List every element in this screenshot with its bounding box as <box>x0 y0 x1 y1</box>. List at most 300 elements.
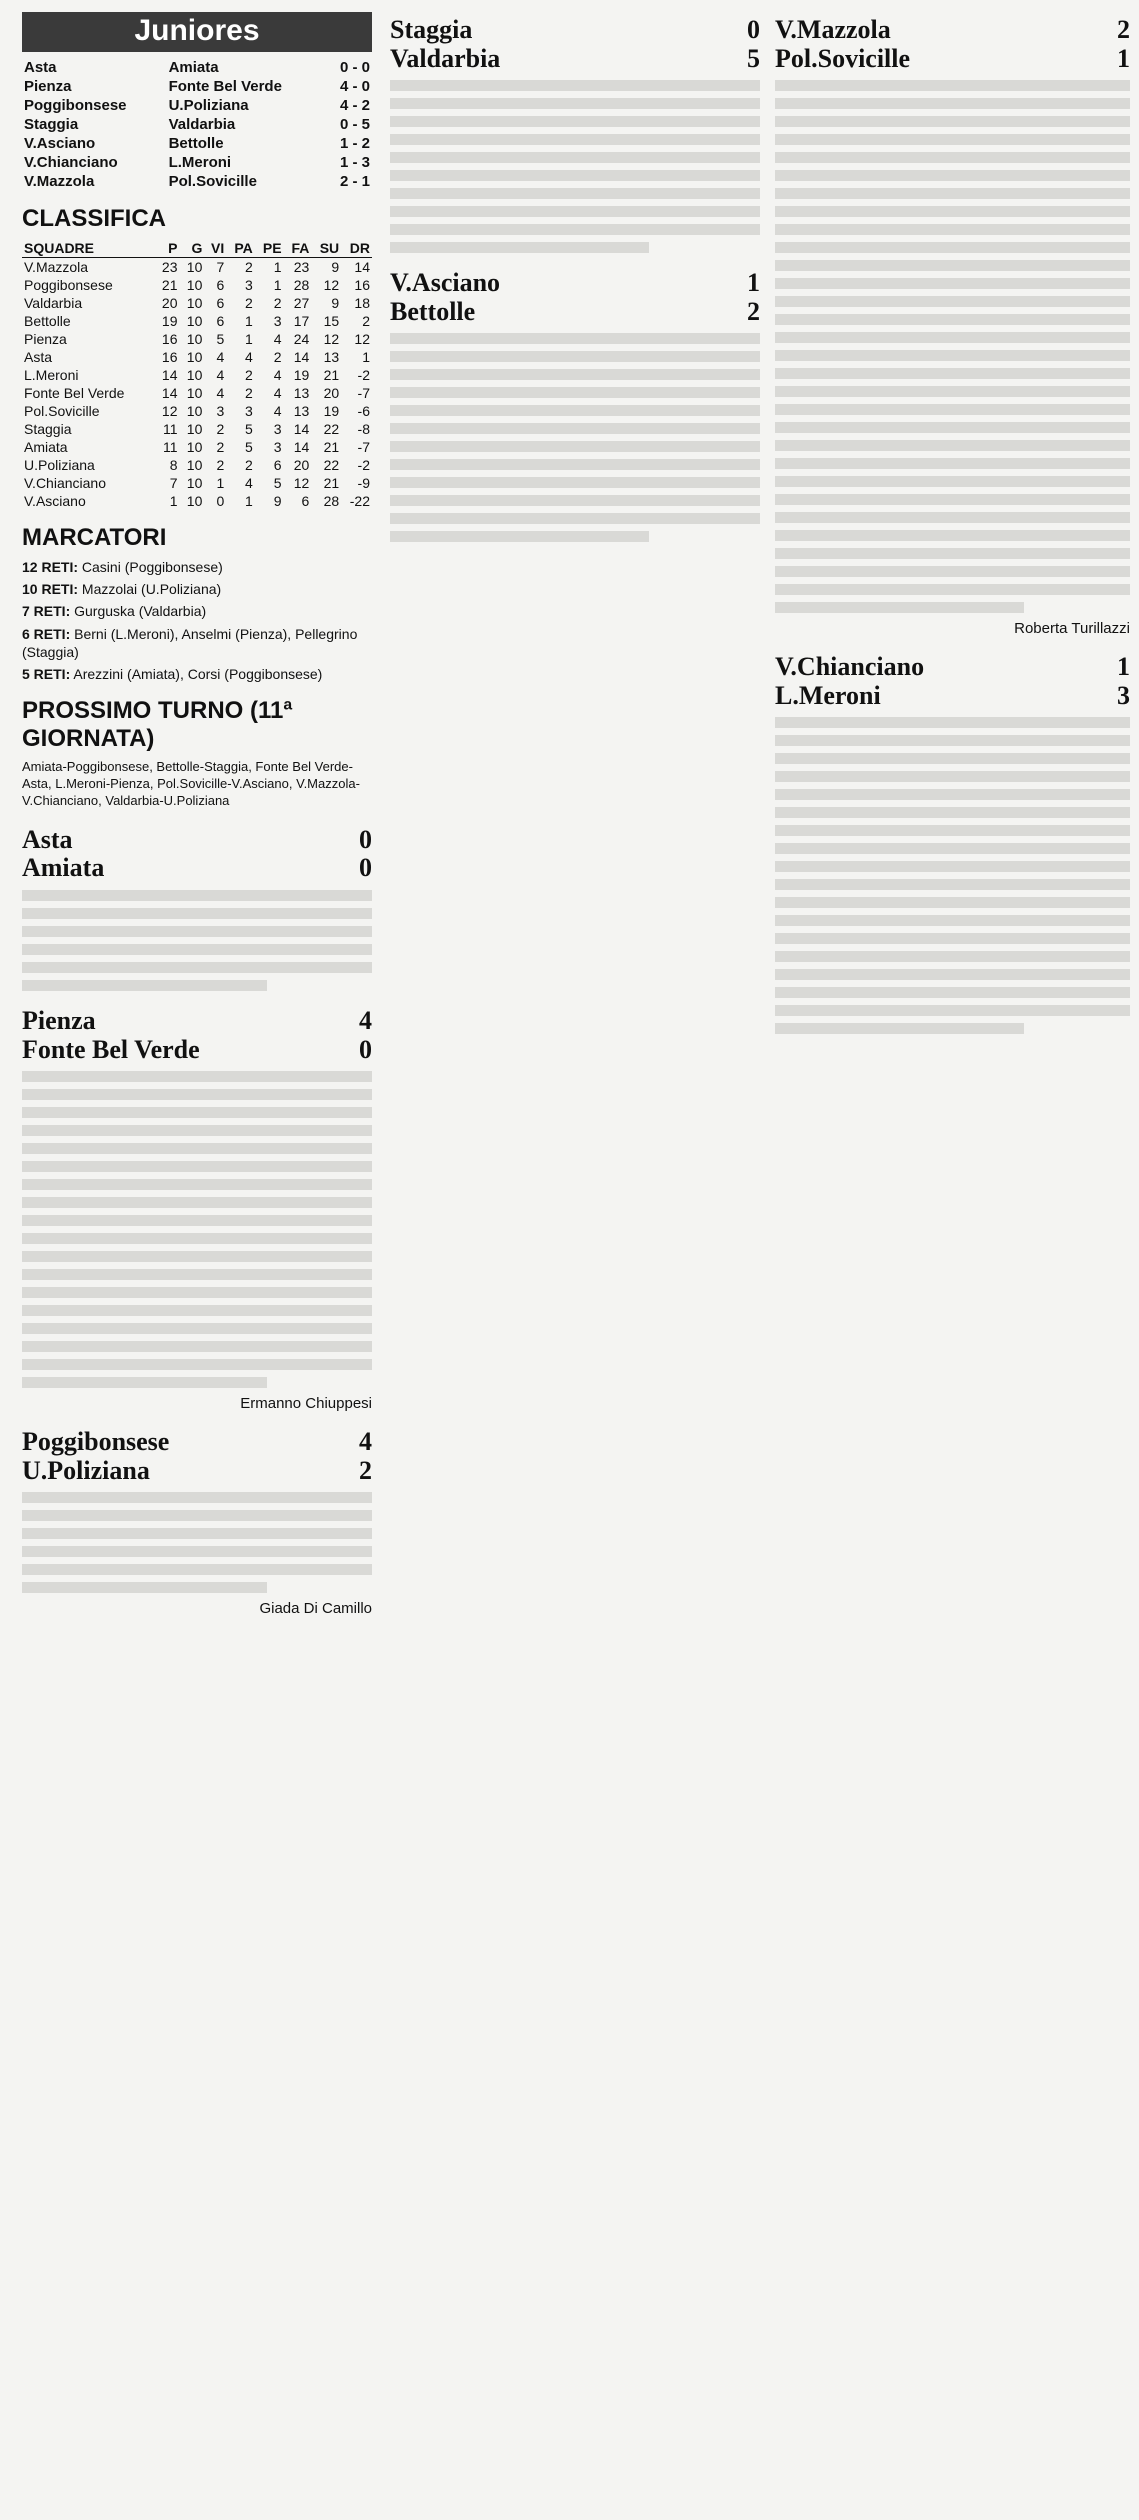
standings-cell: 12 <box>354 331 370 347</box>
text-line <box>775 224 1130 235</box>
match-report <box>22 1007 372 1412</box>
text-line <box>775 278 1130 289</box>
report-author: Roberta Turillazzi <box>1014 620 1130 638</box>
standings-table <box>22 239 372 510</box>
text-line <box>775 512 1130 523</box>
standings-header: PE <box>255 239 284 258</box>
match-team: Poggibonsese <box>22 1427 170 1457</box>
text-line <box>775 494 1130 505</box>
match-team: Amiata <box>22 853 105 883</box>
text-line <box>775 897 1130 908</box>
standings-cell: 19 <box>161 313 178 329</box>
standings-cell: 21 <box>323 367 340 383</box>
scorer-group <box>22 602 372 620</box>
text-line <box>390 531 649 542</box>
standings-cell: 6 <box>216 295 225 311</box>
result-away: Bettolle <box>168 135 224 152</box>
standings-cell: 10 <box>186 259 203 275</box>
text-line <box>775 933 1130 944</box>
scorer-names: Casini (Poggibonsese) <box>81 559 223 575</box>
standings-cell: Staggia <box>24 421 72 437</box>
standings-cell: 5 <box>244 439 253 455</box>
standings-cell: -2 <box>357 457 370 473</box>
standings-cell: 9 <box>273 493 282 509</box>
text-line <box>775 314 1130 325</box>
standings-row <box>22 312 372 330</box>
standings-row <box>22 384 372 402</box>
standings-cell: 6 <box>301 493 310 509</box>
standings-cell: 1 <box>169 493 178 509</box>
next-round-fixtures: Amiata-Poggibonsese, Bettolle-Staggia, Fonte Bel Verde-Asta, L.Meroni-Pienza, Pol.Sovicille-V.Asciano, V.Mazzola-V.Chianciano, Valdarbia-U.Poliziana <box>22 759 360 808</box>
column-right <box>775 0 1130 1041</box>
text-line <box>22 1287 372 1298</box>
standings-cell: 5 <box>273 475 282 491</box>
standings-row <box>22 474 372 492</box>
text-line <box>22 1377 267 1388</box>
standings-cell: 4 <box>273 367 282 383</box>
text-line <box>775 350 1130 361</box>
match-score: 2 <box>747 296 760 326</box>
text-line <box>22 1143 372 1154</box>
standings-cell: Bettolle <box>24 313 71 329</box>
text-line <box>775 260 1130 271</box>
standings-cell: 3 <box>273 421 282 437</box>
text-line <box>775 717 1130 728</box>
standings-cell: 21 <box>161 277 178 293</box>
standings-cell: 28 <box>323 493 340 509</box>
standings-cell: 14 <box>161 367 178 383</box>
report-body-placeholder <box>22 1071 372 1388</box>
match-score-line <box>390 16 760 45</box>
standings-cell: 1 <box>362 349 370 365</box>
standings-cell: 2 <box>273 295 282 311</box>
section-title: Juniores <box>22 12 372 52</box>
standings-cell: 14 <box>161 385 178 401</box>
text-line <box>775 440 1130 451</box>
match-score: 0 <box>747 15 760 44</box>
match-score: 1 <box>1117 652 1130 682</box>
standings-cell: 5 <box>244 421 253 437</box>
text-line <box>390 134 760 145</box>
standings-cell: 13 <box>293 403 310 419</box>
standings-cell: 9 <box>331 259 340 275</box>
standings-cell: Fonte Bel Verde <box>24 385 125 401</box>
standings-cell: 4 <box>216 385 225 401</box>
match-score: 4 <box>359 1427 372 1457</box>
standings-cell: 2 <box>244 295 253 311</box>
match-score: 1 <box>1117 43 1130 73</box>
standings-cell: 10 <box>186 403 203 419</box>
text-line <box>390 224 760 235</box>
text-line <box>775 566 1130 577</box>
result-score: 0 - 5 <box>339 116 370 133</box>
match-team: U.Poliziana <box>22 1455 150 1485</box>
standings-header: G <box>180 239 205 258</box>
text-line <box>390 405 760 416</box>
text-line <box>775 404 1130 415</box>
text-line <box>22 1233 372 1244</box>
match-report <box>775 653 1130 1034</box>
standings-row <box>22 294 372 312</box>
scorer-count: 10 RETI: <box>22 581 79 598</box>
report-body-placeholder <box>390 80 760 253</box>
standings-row <box>22 402 372 420</box>
standings-cell: 10 <box>186 475 203 491</box>
text-line <box>22 1582 267 1593</box>
standings-cell: 17 <box>293 313 310 329</box>
standings-cell: -22 <box>349 493 370 509</box>
text-line <box>775 170 1130 181</box>
text-line <box>22 908 372 919</box>
standings-row <box>22 456 372 474</box>
text-line <box>390 441 760 452</box>
text-line <box>390 459 760 470</box>
result-row <box>22 153 372 172</box>
scorer-names: Berni (L.Meroni), Anselmi (Pienza), Pellegrino (Staggia) <box>22 625 358 660</box>
standings-cell: V.Chianciano <box>24 475 106 491</box>
text-line <box>775 80 1130 91</box>
standings-cell: 16 <box>354 277 370 293</box>
match-team: Asta <box>22 824 73 854</box>
standings-cell: 4 <box>273 331 282 347</box>
standings-cell: 12 <box>323 277 340 293</box>
standings-cell: 20 <box>323 385 340 401</box>
standings-cell: 10 <box>186 367 203 383</box>
standings-cell: 14 <box>293 349 310 365</box>
match-report <box>390 16 760 253</box>
text-line <box>390 477 760 488</box>
standings-cell: 1 <box>273 259 282 275</box>
text-line <box>775 861 1130 872</box>
result-row <box>22 115 372 134</box>
standings-row <box>22 366 372 384</box>
report-body-placeholder <box>22 890 372 991</box>
standings-cell: 24 <box>293 331 310 347</box>
result-away: Pol.Sovicille <box>168 173 257 190</box>
text-line <box>775 753 1130 764</box>
standings-cell: 12 <box>161 403 178 419</box>
standings-cell: 4 <box>244 349 253 365</box>
report-body-placeholder <box>22 1492 372 1593</box>
match-score: 3 <box>1117 680 1130 710</box>
standings-cell: 11 <box>162 439 178 455</box>
match-team: V.Asciano <box>390 268 501 298</box>
text-line <box>22 890 372 901</box>
scorer-group <box>22 558 372 576</box>
result-home: Staggia <box>24 116 79 133</box>
result-row <box>22 77 372 96</box>
text-line <box>390 333 760 344</box>
text-line <box>390 242 649 253</box>
standings-cell: 16 <box>161 331 178 347</box>
text-line <box>775 584 1130 595</box>
standings-cell: 27 <box>293 295 310 311</box>
match-team: Valdarbia <box>390 43 501 73</box>
match-score: 0 <box>359 824 372 854</box>
match-team: Pienza <box>22 1005 96 1035</box>
standings-cell: 9 <box>331 295 340 311</box>
result-score: 4 - 0 <box>339 78 370 95</box>
text-line <box>775 771 1130 782</box>
standings-cell: 1 <box>273 277 282 293</box>
standings-cell: U.Poliziana <box>24 457 95 473</box>
match-report <box>775 16 1130 637</box>
column-left <box>22 0 372 1617</box>
standings-cell: 2 <box>216 421 225 437</box>
report-body-placeholder <box>775 80 1130 613</box>
standings-header: FA <box>284 239 312 258</box>
text-line <box>22 1215 372 1226</box>
standings-row <box>22 420 372 438</box>
result-score: 1 - 2 <box>339 135 370 152</box>
match-score: 2 <box>1117 15 1130 44</box>
result-score: 0 - 0 <box>339 59 370 76</box>
text-line <box>390 188 760 199</box>
text-line <box>390 423 760 434</box>
standings-cell: 12 <box>293 475 310 491</box>
standings-cell: 6 <box>273 457 282 473</box>
match-score-line <box>775 45 1130 74</box>
scorer-count: 12 RETI: <box>22 559 79 575</box>
standings-cell: 18 <box>354 295 370 311</box>
match-score-line <box>775 653 1130 682</box>
standings-cell: 14 <box>293 439 310 455</box>
standings-cell: 3 <box>244 277 253 293</box>
result-score: 4 - 2 <box>339 97 370 114</box>
match-team: V.Mazzola <box>775 15 891 44</box>
standings-cell: 1 <box>244 493 253 509</box>
text-line <box>775 807 1130 818</box>
match-score-line <box>390 298 760 327</box>
result-home: Asta <box>24 59 57 76</box>
text-line <box>775 915 1130 926</box>
text-line <box>775 368 1130 379</box>
standings-cell: 3 <box>273 313 282 329</box>
result-home: Pienza <box>24 78 72 95</box>
standings-cell: 6 <box>216 277 225 293</box>
match-team: L.Meroni <box>775 680 881 710</box>
match-score: 1 <box>747 268 760 298</box>
standings-cell: 22 <box>323 421 340 437</box>
standings-cell: 28 <box>293 277 310 293</box>
text-line <box>22 1251 372 1262</box>
standings-cell: 6 <box>216 313 225 329</box>
match-team: V.Chianciano <box>775 652 925 682</box>
text-line <box>22 1089 372 1100</box>
standings-cell: 21 <box>323 439 340 455</box>
text-line <box>775 134 1130 145</box>
match-score-line <box>775 682 1130 711</box>
standings-header: PA <box>226 239 254 258</box>
standings-cell: Amiata <box>24 439 68 455</box>
standings-cell: V.Asciano <box>24 493 86 509</box>
match-report <box>22 826 372 991</box>
standings-cell: 1 <box>244 331 253 347</box>
text-line <box>775 206 1130 217</box>
standings-cell: -7 <box>357 439 370 455</box>
match-score-line <box>22 1428 372 1457</box>
standings-cell: 0 <box>216 493 225 509</box>
scorers-title: MARCATORI <box>22 524 167 551</box>
text-line <box>390 98 760 109</box>
standings-cell: 20 <box>293 457 310 473</box>
standings-cell: 3 <box>244 403 253 419</box>
match-team: Bettolle <box>390 296 476 326</box>
result-away: U.Poliziana <box>168 97 249 114</box>
standings-cell: 23 <box>161 259 178 275</box>
standings-row <box>22 258 372 277</box>
text-line <box>775 242 1130 253</box>
standings-row <box>22 330 372 348</box>
report-author: Giada Di Camillo <box>259 1600 372 1618</box>
text-line <box>775 843 1130 854</box>
text-line <box>775 735 1130 746</box>
standings-cell: 10 <box>186 349 203 365</box>
match-score: 0 <box>359 1034 372 1064</box>
text-line <box>22 1564 372 1575</box>
standings-cell: -6 <box>357 403 370 419</box>
text-line <box>390 495 760 506</box>
standings-cell: L.Meroni <box>24 367 79 383</box>
standings-header: DR <box>341 239 372 258</box>
scorer-count: 7 RETI: <box>22 603 71 620</box>
standings-cell: 23 <box>293 259 310 275</box>
text-line <box>22 1161 372 1172</box>
text-line <box>22 1269 372 1280</box>
text-line <box>22 926 372 937</box>
standings-cell: 4 <box>273 385 282 401</box>
result-row <box>22 134 372 153</box>
result-home: V.Asciano <box>24 135 96 152</box>
text-line <box>775 951 1130 962</box>
text-line <box>390 387 760 398</box>
match-score-line <box>390 45 760 74</box>
standings-cell: V.Mazzola <box>24 259 89 275</box>
scorer-count: 5 RETI: <box>22 665 71 682</box>
scorer-names: Gurguska (Valdarbia) <box>74 603 207 620</box>
text-line <box>775 188 1130 199</box>
standings-cell: 1 <box>244 313 253 329</box>
text-line <box>775 879 1130 890</box>
standings-cell: 12 <box>323 331 340 347</box>
result-away: L.Meroni <box>168 154 232 171</box>
standings-row <box>22 348 372 366</box>
text-line <box>775 152 1130 163</box>
standings-title: CLASSIFICA <box>22 205 166 232</box>
standings-cell: 2 <box>216 457 225 473</box>
match-score: 4 <box>359 1005 372 1035</box>
standings-cell: 7 <box>216 259 225 275</box>
text-line <box>22 944 372 955</box>
standings-cell: 7 <box>169 475 178 491</box>
match-score-line <box>22 1036 372 1065</box>
standings-cell: Pienza <box>24 331 67 347</box>
report-body-placeholder <box>390 333 760 542</box>
next-round-title: PROSSIMO TURNO (11ª GIORNATA) <box>22 697 293 753</box>
standings-cell: -7 <box>357 385 370 401</box>
text-line <box>22 1179 372 1190</box>
match-team: Pol.Sovicille <box>775 43 911 73</box>
standings-cell: 13 <box>293 385 310 401</box>
match-score-line <box>22 826 372 855</box>
text-line <box>22 1546 372 1557</box>
scorer-names: Arezzini (Amiata), Corsi (Poggibonsese) <box>73 665 323 682</box>
text-line <box>775 825 1130 836</box>
standings-cell: 2 <box>244 259 253 275</box>
standings-cell: 10 <box>186 277 203 293</box>
text-line <box>775 602 1024 613</box>
standings-cell: 16 <box>161 349 178 365</box>
result-home: V.Mazzola <box>24 173 95 190</box>
standings-cell: 3 <box>216 403 225 419</box>
standings-cell: 19 <box>293 367 310 383</box>
standings-cell: 10 <box>186 331 203 347</box>
result-row <box>22 172 372 191</box>
result-row <box>22 96 372 115</box>
standings-cell: 20 <box>161 295 178 311</box>
match-team: Staggia <box>390 15 473 44</box>
standings-cell: -8 <box>357 421 370 437</box>
standings-cell: Pol.Sovicille <box>24 403 100 419</box>
result-away: Amiata <box>168 59 219 76</box>
match-score-line <box>22 854 372 883</box>
standings-cell: 10 <box>186 295 203 311</box>
text-line <box>22 1071 372 1082</box>
standings-header: SQUADRE <box>22 239 155 258</box>
match-score-line <box>22 1007 372 1036</box>
standings-cell: 4 <box>216 367 225 383</box>
standings-cell: 4 <box>216 349 225 365</box>
standings-cell: 4 <box>244 475 253 491</box>
standings-cell: 4 <box>273 403 282 419</box>
match-score: 0 <box>359 853 372 883</box>
result-row <box>22 58 372 77</box>
standings-cell: 2 <box>362 313 370 329</box>
standings-cell: 10 <box>186 439 203 455</box>
standings-cell: Asta <box>24 349 53 365</box>
text-line <box>775 1023 1024 1034</box>
result-score: 1 - 3 <box>339 154 370 171</box>
text-line <box>775 332 1130 343</box>
standings-cell: 21 <box>323 475 340 491</box>
text-line <box>775 458 1130 469</box>
text-line <box>775 98 1130 109</box>
standings-cell: 10 <box>186 385 203 401</box>
text-line <box>775 789 1130 800</box>
text-line <box>775 548 1130 559</box>
standings-cell: 5 <box>216 331 225 347</box>
text-line <box>775 476 1130 487</box>
standings-cell: 10 <box>186 457 203 473</box>
text-line <box>775 422 1130 433</box>
standings-cell: 10 <box>186 493 203 509</box>
text-line <box>775 1005 1130 1016</box>
standings-cell: 13 <box>323 349 340 365</box>
standings-cell: 14 <box>354 259 370 275</box>
text-line <box>390 170 760 181</box>
standings-header: SU <box>311 239 341 258</box>
standings-header: P <box>155 239 180 258</box>
standings-cell: Poggibonsese <box>24 277 113 293</box>
standings-cell: 14 <box>293 421 310 437</box>
standings-cell: 11 <box>162 421 178 437</box>
standings-row <box>22 492 372 510</box>
scorer-group <box>22 665 372 683</box>
result-home: Poggibonsese <box>24 97 127 114</box>
text-line <box>390 351 760 362</box>
standings-cell: 2 <box>244 385 253 401</box>
text-line <box>22 1510 372 1521</box>
